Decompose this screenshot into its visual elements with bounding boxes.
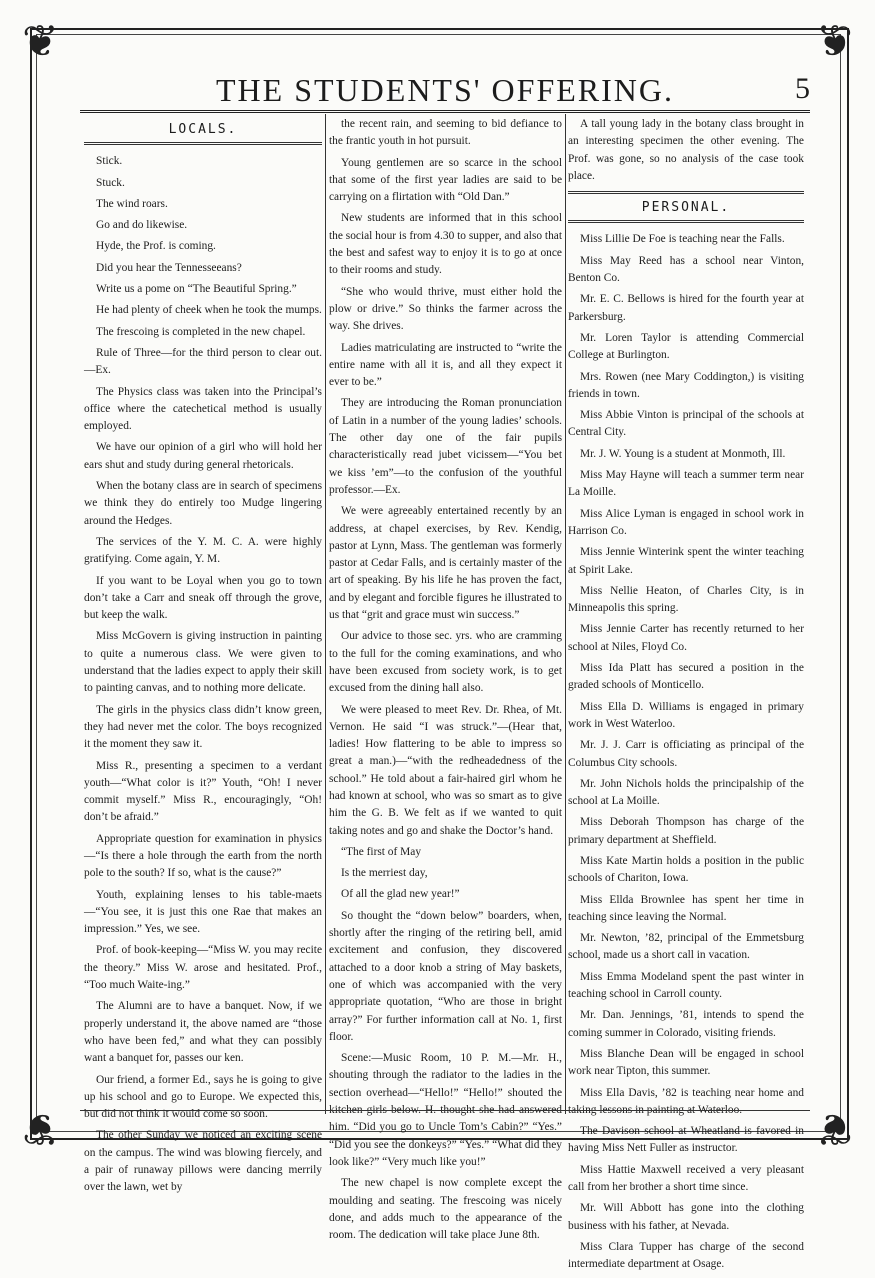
paragraph: Go and do likewise. bbox=[96, 219, 188, 232]
paragraph: A tall young lady in the botany class brought in an interesting specimen the other evening. The Prof. was gone, so no analysis of the case took place. bbox=[568, 118, 804, 182]
paragraph: Miss Ella Davis, ’82 is teaching near home and taking lessons in painting at Waterloo. bbox=[568, 1086, 804, 1116]
paragraph: Mr. J. W. Young is a student at Monmoth, Ill. bbox=[580, 447, 786, 460]
paragraph: So thought the “down below” boarders, when, shortly after the ringing of the retiring bell, amid excitement and confusion, they discovered attached to a door knob a string of May baskets, one of which was accompanied with the very appropriate quotation, “Who are those in bright array?” For further information call at No. 1, first floor. bbox=[329, 909, 562, 1043]
column-locals bbox=[84, 116, 322, 1201]
paragraph: The services of the Y. M. C. A. were highly gratifying. Come again, Y. M. bbox=[84, 535, 322, 566]
paragraph: We were pleased to meet Rev. Dr. Rhea, of Mt. Vernon. He said “I was struck.”—(Hear that, ladies! How flattering to be able to impress so great a man.)—“with the redheadedness of the school.” He told about a fair-haired girl whom he had known at school, who was so smart as to give him the G. B. We felt as if we wanted to quit taking notes and go and shake the Doctor’s hand. bbox=[329, 703, 562, 837]
paragraph: Mr. Will Abbott has gone into the clothing business with his father, at Nevada. bbox=[568, 1202, 804, 1232]
title-divider bbox=[80, 110, 810, 113]
paragraph: Youth, explaining lenses to his table-maets —“You see, it is just this one Rae that makes an impression.” Yes, we see. bbox=[84, 888, 322, 936]
paragraph: The Alumni are to have a banquet. Now, if we properly understand it, the above named are “those who have been fed,” and what they can possibly want a banquet for, passes our ken. bbox=[84, 1000, 322, 1065]
paragraph: Mr. Newton, ’82, principal of the Emmetsburg school, made us a short call in vacation. bbox=[568, 932, 804, 962]
corner-ornament-icon: ❦ bbox=[816, 17, 853, 66]
paragraph: Miss Ella D. Williams is engaged in primary work in West Waterloo. bbox=[568, 700, 804, 730]
personal-heading: PERSONAL. bbox=[568, 194, 804, 223]
paragraph: Prof. of book-keeping—“Miss W. you may recite the theory.” Miss W. arose and hesitated. Prof., “Too much Waite-ing.” bbox=[84, 944, 322, 992]
paragraph: Mr. Loren Taylor is attending Commercial College at Burlington. bbox=[568, 331, 804, 362]
column-divider bbox=[565, 114, 566, 1114]
locals-heading: LOCALS. bbox=[84, 116, 322, 145]
paragraph: Miss R., presenting a specimen to a verdant youth—“What color is it?” Youth, “Oh! I never commit myself.” Miss R., encouragingly, “Oh! don’t be afraid.” bbox=[84, 759, 322, 824]
paragraph: The Davison school at Wheatland is favored in having Miss Nett Fuller as instructor. bbox=[568, 1125, 804, 1155]
paragraph: Miss Nellie Heaton, of Charles City, is in Minneapolis this spring. bbox=[568, 584, 804, 615]
paragraph: We have our opinion of a girl who will hold her ears shut and study during general rhetoricals. bbox=[84, 441, 322, 471]
paragraph: Miss Jennie Carter has recently returned to her school at Niles, Floyd Co. bbox=[568, 623, 804, 653]
paragraph: Miss Emma Modeland spent the past winter in teaching school in Carroll county. bbox=[568, 970, 804, 1001]
paragraph: “She who would thrive, must either hold the plow or drive.” So thinks the farmer across the way. She drives. bbox=[329, 285, 562, 333]
paragraph: Scene:—Music Room, 10 P. M.—Mr. H., shouting through the radiator to the ladies in the section overhead—“Hello!” “Hello!” shouted the kitchen girls below. H. thought she had answered him. “Did you go to Uncle Tom’s Cabin?” “Yes.” “Did you see the donkeys?” “Yes.” “What did they look like?” “Very much like you!” bbox=[329, 1052, 562, 1168]
masthead bbox=[80, 72, 810, 112]
paragraph: Young gentlemen are so scarce in the school that some of the first year ladies are said to be carrying on a flirtation with “Old Dan.” bbox=[329, 156, 562, 204]
corner-ornament-icon: ❦ bbox=[22, 1104, 59, 1153]
paragraph: The frescoing is completed in the new chapel. bbox=[96, 325, 306, 338]
corner-ornament-icon: ❦ bbox=[22, 17, 59, 66]
paragraph: Miss Clara Tupper has charge of the second intermediate department at Osage. bbox=[568, 1240, 804, 1271]
paragraph: Mr. E. C. Bellows is hired for the fourth year at Parkersburg. bbox=[568, 293, 804, 323]
paragraph: Mr. John Nichols holds the principalship of the school at La Moille. bbox=[568, 777, 804, 808]
paragraph: Ladies matriculating are instructed to “write the entire name with all it is, and all they expect it ever to be.” bbox=[329, 341, 562, 389]
page-number: 5 bbox=[795, 72, 810, 105]
paragraph: Mrs. Rowen (nee Mary Coddington,) is visiting friends in town. bbox=[568, 370, 804, 400]
column-personal bbox=[568, 116, 804, 1278]
paragraph: If you want to be Loyal when you go to town don’t take a Carr and sneak off through the grove, but keep the walk. bbox=[84, 574, 322, 622]
column-locals-continued bbox=[329, 116, 562, 1248]
paragraph: We were agreeably entertained recently by an address, at chapel exercises, by Rev. Kendig, pastor at Lynn, Mass. The gentleman was formerly pastor at Cedar Falls, and is certainly master of the art of speaking. By his life he has proven the fact, and by elegant and forcible figures he illustrated to us that “grit and grace must win success.” bbox=[329, 505, 562, 622]
paragraph: When the botany class are in search of specimens we think they do entirely too Mudge lingering around the Hedges. bbox=[84, 480, 322, 527]
paragraph: The Physics class was taken into the Principal’s office where the catechetical method is usually employed. bbox=[84, 385, 322, 433]
column-divider bbox=[325, 114, 326, 1114]
paragraph: Miss Ida Platt has secured a position in the graded schools of Monticello. bbox=[568, 662, 804, 692]
paragraph: Did you hear the Tennesseeans? bbox=[96, 261, 242, 274]
paragraph: Stuck. bbox=[96, 176, 125, 189]
paragraph: They are introducing the Roman pronunciation of Latin in a number of the young ladies’ schools. The other day one of the fair pupils characteristically read jubet vicissem—“You bet we kiss ’em”—to the confusion of the youthful professor.—Ex. bbox=[329, 397, 562, 496]
paragraph: Rule of Three—for the third person to clear out.—Ex. bbox=[84, 346, 322, 377]
paragraph: Is the merriest day, bbox=[341, 867, 428, 880]
paragraph: Mr. Dan. Jennings, ’81, intends to spend the coming summer in Colorado, visiting friends. bbox=[568, 1009, 804, 1039]
paragraph: “The first of May bbox=[341, 845, 422, 858]
paragraph: Hyde, the Prof. is coming. bbox=[96, 240, 216, 253]
paragraph: Appropriate question for examination in physics—“Is there a hole through the earth from the north pole to the south? If so, what is the cause?” bbox=[84, 832, 322, 880]
paragraph: The girls in the physics class didn’t know green, they had never met the color. The boys recognized it the moment they saw it. bbox=[84, 703, 322, 751]
paragraph: Miss Lillie De Foe is teaching near the Falls. bbox=[580, 233, 785, 246]
paragraph: Miss Blanche Dean will be engaged in school work near Tipton, this summer. bbox=[568, 1047, 804, 1078]
corner-ornament-icon: ❦ bbox=[816, 1104, 853, 1153]
locals-end-paragraphs bbox=[568, 116, 804, 185]
paragraph: Miss Deborah Thompson has charge of the primary department at Sheffield. bbox=[568, 816, 804, 846]
paragraph: Our advice to those sec. yrs. who are cramming to the full for the coming examinations, and who have been excused from society work, is to get excused from the dining hall also. bbox=[329, 630, 562, 695]
personal-paragraphs bbox=[568, 231, 804, 1273]
paragraph: Miss Kate Martin holds a position in the public schools of Chariton, Iowa. bbox=[568, 854, 804, 885]
paragraph: Miss May Reed has a school near Vinton, Benton Co. bbox=[568, 254, 804, 285]
paragraph: New students are informed that in this school the social hour is from 4.30 to supper, and also that the best and safest way to enjoy it is to go at once to their rooms and study. bbox=[329, 212, 563, 277]
paragraph: The other Sunday we noticed an exciting scene on the campus. The wind was blowing fiercely, and a pair of runaway pillows were dancing merrily over the lawn, wet by bbox=[84, 1129, 322, 1194]
paragraph: Miss Abbie Vinton is principal of the schools at Central City. bbox=[568, 409, 804, 439]
paragraph: Of all the glad new year!” bbox=[341, 888, 460, 901]
paragraph: Miss Jennie Winterink spent the winter teaching at Spirit Lake. bbox=[568, 546, 804, 576]
paragraph: Write us a pome on “The Beautiful Spring.” bbox=[96, 283, 297, 296]
locals-paragraphs bbox=[84, 153, 322, 1196]
paragraph: Miss Ellda Brownlee has spent her time in teaching since leaving the Normal. bbox=[568, 893, 804, 923]
paragraph: Mr. J. J. Carr is officiating as principal of the Columbus City schools. bbox=[568, 739, 804, 769]
paragraph: Miss Hattie Maxwell received a very pleasant call from her brother a short time since. bbox=[568, 1163, 804, 1194]
paragraph: Miss McGovern is giving instruction in painting to quite a numerous class. We were given to understand that the ladies expect to apply their skill to painting canvas, and to nothing more delicate. bbox=[84, 630, 322, 695]
bottom-divider bbox=[80, 1110, 810, 1111]
paragraph: Miss Alice Lyman is engaged in school work in Harrison Co. bbox=[568, 507, 804, 537]
paragraph: The wind roars. bbox=[96, 197, 168, 210]
paragraph: Our friend, a former Ed., says he is going to give up his school and go to Europe. We expected this, but did not think it would come so soon. bbox=[84, 1073, 322, 1121]
paragraph: Miss May Hayne will teach a summer term near La Moille. bbox=[568, 469, 804, 499]
page-title: THE STUDENTS' OFFERING. bbox=[216, 72, 674, 108]
paragraph: He had plenty of cheek when he took the mumps. bbox=[96, 304, 322, 317]
paragraph: the recent rain, and seeming to bid defiance to the frantic youth in hot pursuit. bbox=[329, 118, 562, 148]
paragraph: Stick. bbox=[96, 155, 123, 168]
locals-continued-paragraphs bbox=[329, 116, 562, 1244]
paragraph: The new chapel is now complete except the moulding and seating. The frescoing was nicely done, and adds much to the appearance of the room. The dedication will take place June 8th. bbox=[329, 1177, 562, 1242]
